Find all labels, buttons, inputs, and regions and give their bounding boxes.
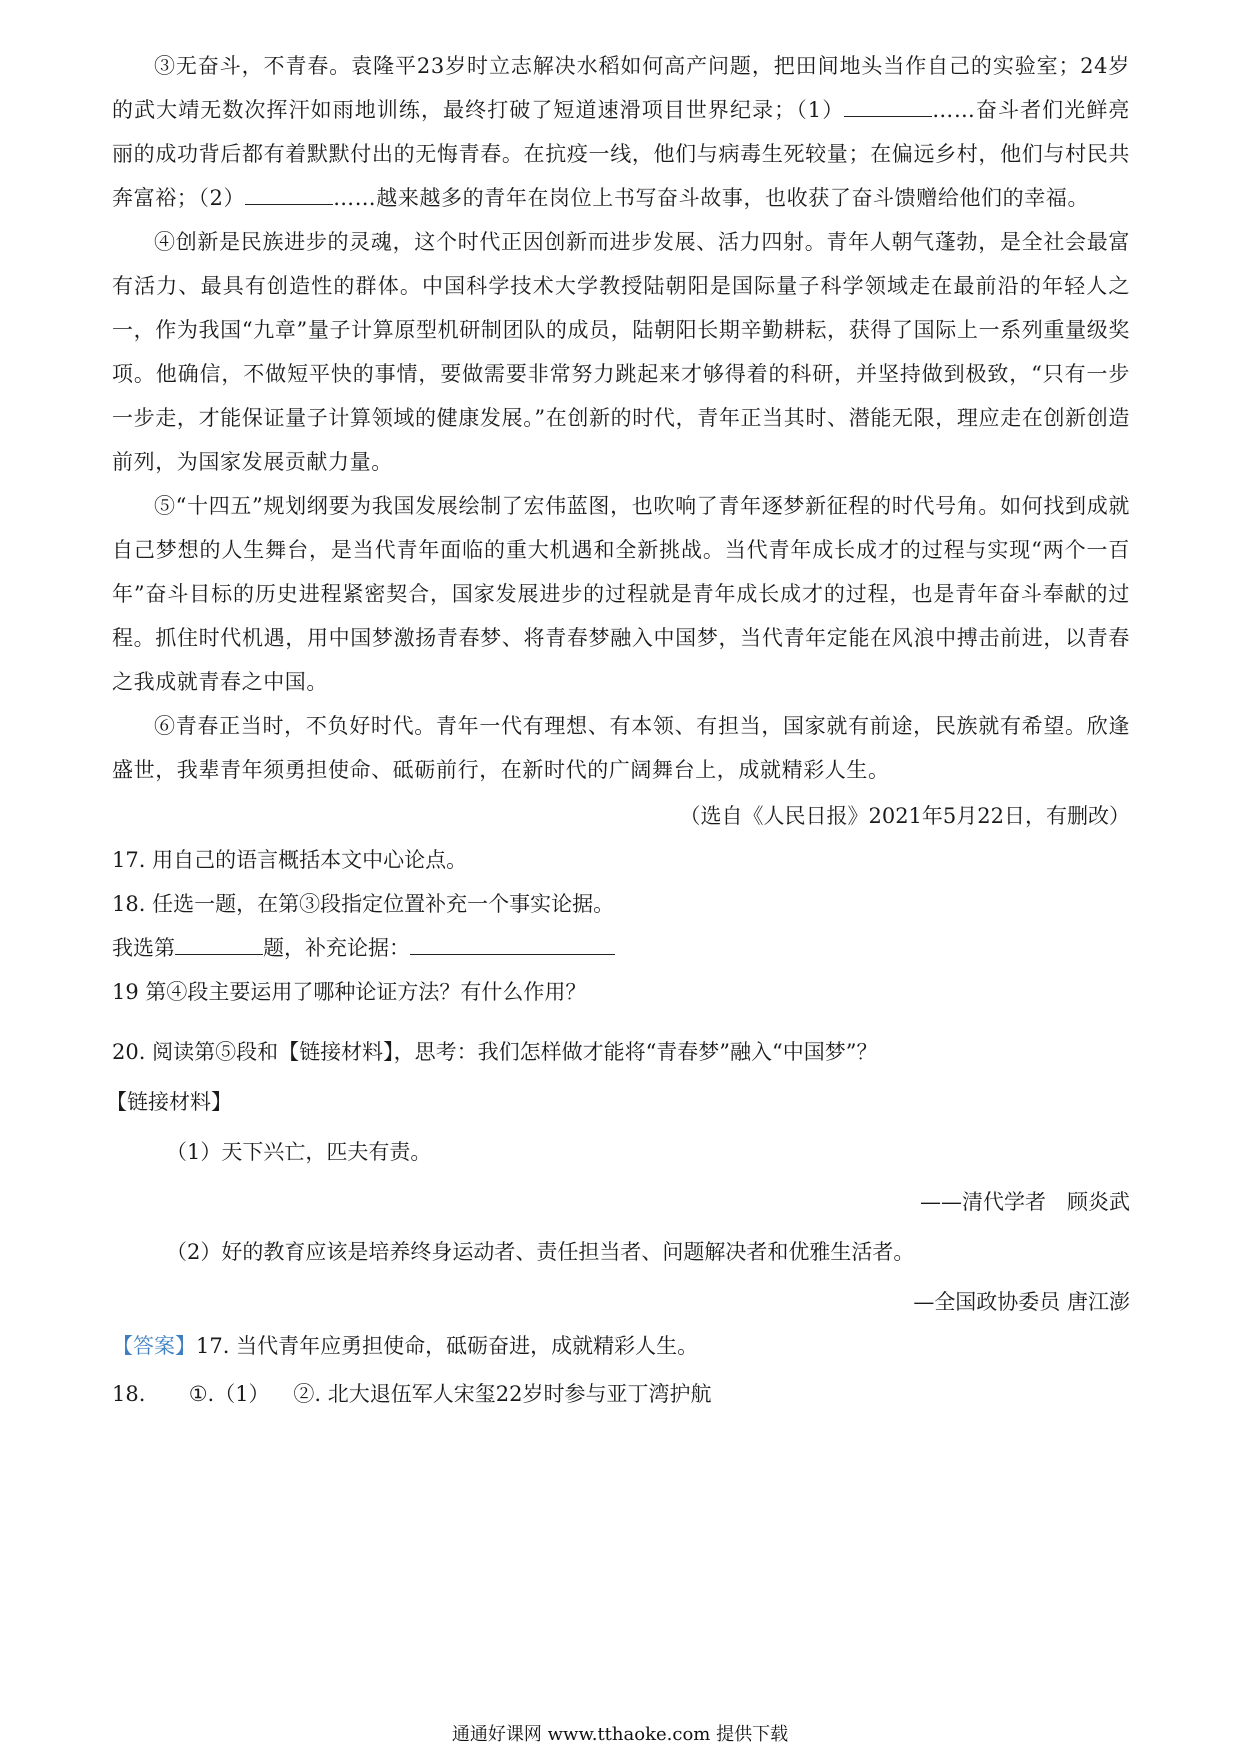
question-18-fill-label-a: 我选第 (112, 936, 175, 960)
paragraph-3-text-b: ……奋斗者们光鲜亮丽的成功背后都有着默默付出的无悔青春。在抗疫一线，他们与病毒生死较量；在偏远乡村，他们与村民共奔富裕；（2） (112, 98, 1130, 210)
answer-18-number: 18. (112, 1382, 146, 1406)
link-attribution-2: —全国政协委员 唐江澎 (913, 1290, 1130, 1314)
link-attribution-1: ——清代学者 顾炎武 (920, 1190, 1130, 1214)
fill-blank-1[interactable] (844, 94, 932, 117)
answer-18 (112, 1372, 1130, 1416)
answer-label: 【答案】 (112, 1334, 196, 1358)
fill-blank-2[interactable] (245, 182, 333, 205)
answer-17 (112, 1324, 1130, 1368)
question-18-fill (112, 926, 1130, 970)
answer-17-text: 17. 当代青年应勇担使命，砥砺奋进，成就精彩人生。 (196, 1334, 699, 1358)
paragraph-3 (112, 44, 1130, 220)
paragraph-5: ⑤“十四五”规划纲要为我国发展绘制了宏伟蓝图，也吹响了青年逐梦新征程的时代号角。如何找到成就自己梦想的人生舞台，是当代青年面临的重大机遇和全新挑战。当代青年成长成才的过程与实现“两个一百年”奋斗目标的历史进程紧密契合，国家发展进步的过程就是青年成长成才的过程，也是青年奋斗奉献的过程。抓住时代机遇，用中国梦激扬青春梦、将青春梦融入中国梦，当代青年定能在风浪中搏击前进，以青春之我成就青春之中国。 (112, 494, 1130, 694)
link-material-title: 【链接材料】 (106, 1090, 232, 1114)
source-citation: （选自《人民日报》2021年5月22日，有删改） (679, 804, 1130, 828)
answer-18-option-2: ②. 北大退伍军人宋玺22岁时参与亚丁湾护航 (293, 1382, 712, 1406)
paragraph-3-text-a: ③无奋斗，不青春。袁隆平23岁时立志解决水稻如何高产问题，把田间地头当作自己的实验室；24岁的武大靖无数次挥汗如雨地训练，最终打破了短道速滑项目世界纪录；（1） (112, 54, 1130, 122)
paragraph-4: ④创新是民族进步的灵魂，这个时代正因创新而进步发展、活力四射。青年人朝气蓬勃，是全社会最富有活力、最具有创造性的群体。中国科学技术大学教授陆朝阳是国际量子科学领域走在最前沿的年轻人之一，作为我国“九章”量子计算原型机研制团队的成员，陆朝阳长期辛勤耕耘，获得了国际上一系列重量级奖项。他确信，不做短平快的事情，要做需要非常努力跳起来才够得着的科研，并坚持做到极致，“只有一步一步走，才能保证量子计算领域的健康发展。”在创新的时代，青年正当其时、潜能无限，理应走在创新创造前列，为国家发展贡献力量。 (112, 230, 1130, 474)
link-quote-1: （1）天下兴亡，匹夫有责。 (166, 1140, 432, 1164)
document-page (106, 44, 1130, 1416)
link-quote-2: （2）好的教育应该是培养终身运动者、责任担当者、问题解决者和优雅生活者。 (166, 1240, 915, 1264)
choice-blank[interactable] (175, 932, 263, 955)
question-19: 19 第④段主要运用了哪种论证方法？有什么作用？ (112, 980, 587, 1004)
paragraph-3-text-c: ……越来越多的青年在岗位上书写奋斗故事，也收获了奋斗馈赠给他们的幸福。 (333, 186, 1090, 210)
paragraph-6: ⑥青春正当时，不负好时代。青年一代有理想、有本领、有担当，国家就有前途，民族就有希望。欣逢盛世，我辈青年须勇担使命、砥砺前行，在新时代的广阔舞台上，成就精彩人生。 (112, 714, 1130, 782)
answer-18-option-1: ①.（1） (188, 1382, 270, 1406)
question-17: 17. 用自己的语言概括本文中心论点。 (112, 848, 468, 872)
question-18: 18. 任选一题，在第③段指定位置补充一个事实论据。 (112, 892, 615, 916)
question-20: 20. 阅读第⑤段和【链接材料】，思考：我们怎样做才能将“青春梦”融入“中国梦”？ (112, 1040, 878, 1064)
question-18-fill-label-b: 题，补充论据： (263, 936, 410, 960)
footer-watermark: 通通好课网 www.tthaoke.com 提供下载 (451, 1724, 789, 1745)
evidence-blank[interactable] (410, 932, 615, 955)
